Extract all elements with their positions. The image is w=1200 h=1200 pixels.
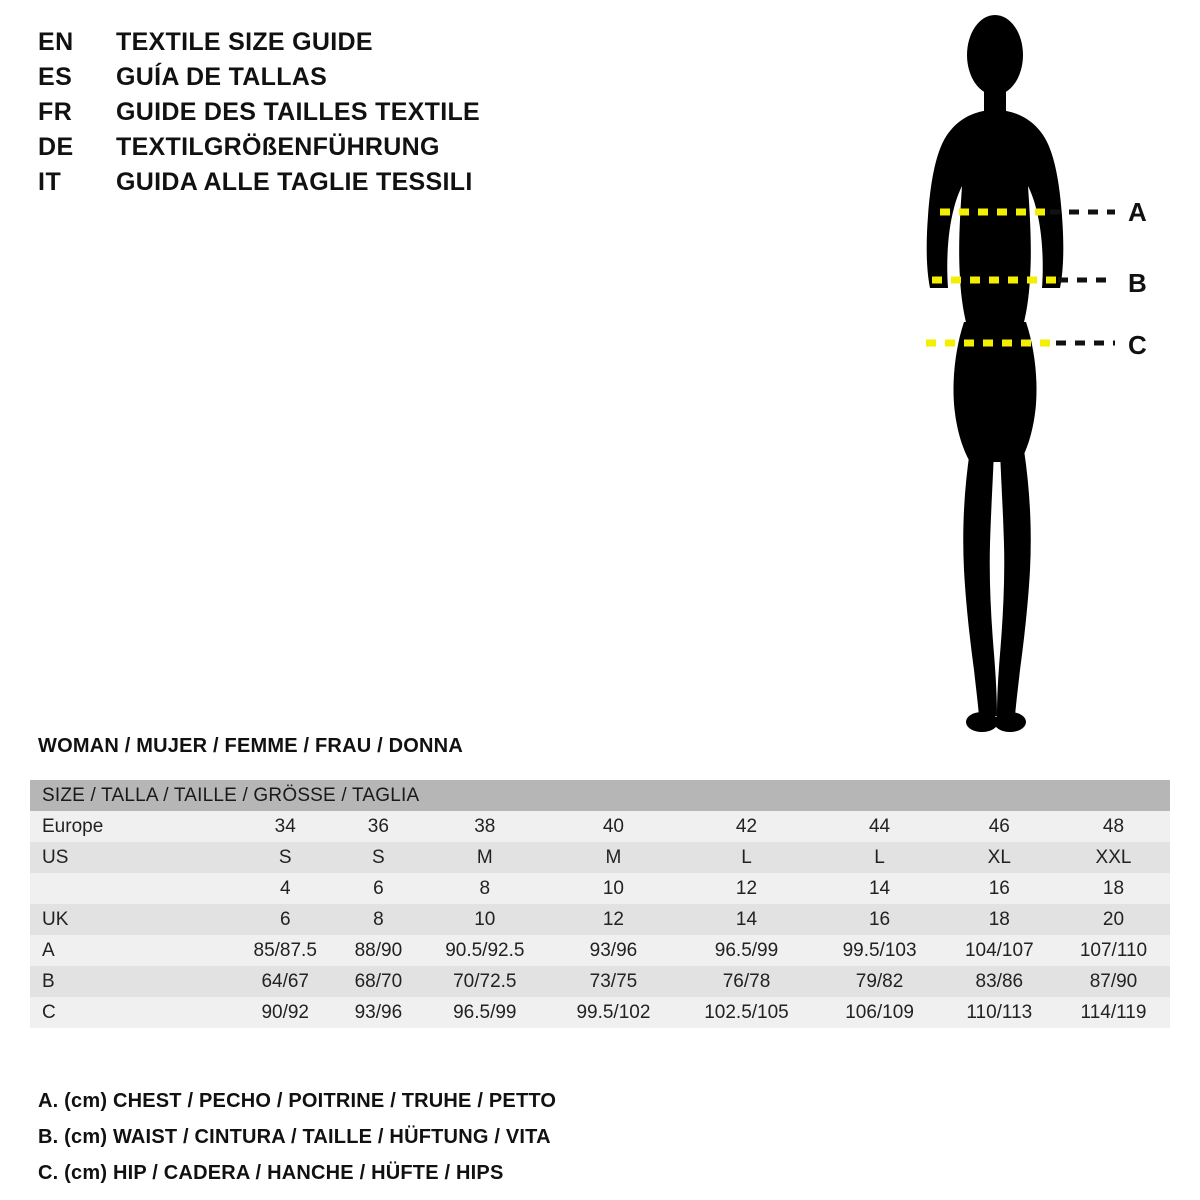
table-cell: 6 (279, 909, 291, 930)
table-cell: 48 (1102, 816, 1125, 837)
table-caption: WOMAN / MUJER / FEMME / FRAU / DONNA (38, 735, 463, 757)
row-label: C (42, 1002, 56, 1023)
table-cell: 114/119 (1080, 1002, 1147, 1023)
table-row (30, 873, 1170, 904)
footnote-hip: C. (cm) HIP / CADERA / HANCHE / HÜFTE / HIPS (38, 1162, 504, 1184)
table-cell: 12 (602, 909, 624, 930)
table-cell: 102.5/105 (704, 1002, 789, 1023)
footnotes (38, 1090, 938, 1198)
table-row (30, 966, 1170, 997)
table-cell: 10 (602, 878, 624, 899)
row-label (30, 873, 232, 904)
language-title: TEXTILGRÖßENFÜHRUNG (116, 133, 440, 161)
language-title: GUIDE DES TAILLES TEXTILE (116, 98, 481, 126)
table-cell: M (476, 847, 493, 868)
size-table (30, 780, 1170, 1028)
table-cell: S (372, 847, 385, 868)
table-cell: 85/87.5 (253, 940, 317, 961)
table-cell: 20 (1102, 909, 1125, 930)
table-row (30, 811, 1170, 842)
language-row (38, 133, 638, 168)
table-cell: 88/90 (354, 940, 403, 961)
language-code: EN (38, 28, 74, 56)
table-cell: 12 (735, 878, 758, 899)
row-label: US (42, 847, 69, 868)
table-cell: S (278, 847, 292, 868)
table-cell: 42 (735, 816, 758, 837)
language-code: IT (38, 168, 62, 196)
table-cell: 70/72.5 (453, 971, 517, 992)
table-cell: 90/92 (261, 1002, 309, 1023)
figure-area (860, 10, 1190, 760)
language-code: ES (38, 63, 73, 91)
language-code: DE (38, 133, 74, 161)
table-cell: 8 (373, 909, 384, 930)
table-cell: 96.5/99 (453, 1002, 517, 1023)
table-cell: 16 (988, 878, 1010, 899)
measure-label-b: B (1128, 268, 1147, 298)
table-cell: 18 (988, 909, 1010, 930)
table-row (30, 904, 1170, 935)
measure-label-c: C (1128, 330, 1147, 360)
language-title: GUIDA ALLE TAGLIE TESSILI (116, 168, 473, 196)
table-cell: 68/70 (354, 971, 403, 992)
table-cell: 96.5/99 (714, 940, 779, 961)
language-row (38, 63, 638, 98)
table-cell: 107/110 (1079, 940, 1148, 961)
language-row (38, 98, 638, 133)
table-cell: 83/86 (975, 971, 1024, 992)
table-cell: 76/78 (722, 971, 771, 992)
language-row (38, 168, 638, 203)
row-label: Europe (42, 816, 104, 837)
table-cell: 87/90 (1089, 971, 1138, 992)
table-cell: 93/96 (354, 1002, 403, 1023)
row-label: A (42, 940, 55, 961)
footnote-waist: B. (cm) WAIST / CINTURA / TAILLE / HÜFTUNG / VITA (38, 1126, 551, 1148)
language-title: GUÍA DE TALLAS (116, 63, 328, 91)
table-cell: 106/109 (845, 1002, 914, 1023)
table-cell: 93/96 (589, 940, 638, 961)
table-cell: M (605, 847, 622, 868)
table-cell: 40 (602, 816, 624, 837)
table-cell: 36 (367, 816, 389, 837)
table-cell: 79/82 (855, 971, 904, 992)
table-cell: 99.5/102 (576, 1002, 651, 1023)
table-header-row (30, 780, 1170, 811)
row-label: UK (42, 909, 69, 930)
language-title-block (38, 28, 638, 203)
table-cell: 73/75 (589, 971, 638, 992)
row-label: B (42, 971, 55, 992)
table-cell: XXL (1095, 847, 1132, 868)
size-table-body (30, 811, 1170, 1028)
footnote-chest: A. (cm) CHEST / PECHO / POITRINE / TRUHE / PETTO (38, 1090, 557, 1112)
table-cell: 16 (868, 909, 891, 930)
table-cell: 6 (373, 878, 384, 899)
language-title: TEXTILE SIZE GUIDE (116, 28, 373, 56)
language-code: FR (38, 98, 73, 126)
table-cell: 90.5/92.5 (445, 940, 525, 961)
table-cell: 46 (988, 816, 1010, 837)
table-cell: 104/107 (964, 940, 1034, 961)
table-cell: 110/113 (966, 1002, 1033, 1023)
table-cell: L (874, 847, 885, 868)
language-row (38, 28, 638, 63)
size-table-head (30, 780, 1170, 811)
female-silhouette-icon (860, 10, 1190, 760)
table-cell: 14 (868, 878, 891, 899)
table-cell: 18 (1102, 878, 1125, 899)
measure-label-a: A (1128, 197, 1147, 227)
table-row (30, 935, 1170, 966)
table-cell: 64/67 (261, 971, 309, 992)
table-row (30, 997, 1170, 1028)
table-cell: 4 (279, 878, 291, 899)
table-cell: 34 (274, 816, 296, 837)
table-cell: L (741, 847, 752, 868)
table-cell: 8 (479, 878, 491, 899)
table-cell: 38 (474, 816, 496, 837)
table-cell: 44 (868, 816, 891, 837)
table-cell: XL (987, 847, 1011, 868)
size-table-header: SIZE / TALLA / TAILLE / GRÖSSE / TAGLIA (30, 780, 1170, 811)
table-cell: 99.5/103 (842, 940, 917, 961)
table-row (30, 842, 1170, 873)
table-cell: 14 (735, 909, 758, 930)
table-cell: 10 (474, 909, 496, 930)
